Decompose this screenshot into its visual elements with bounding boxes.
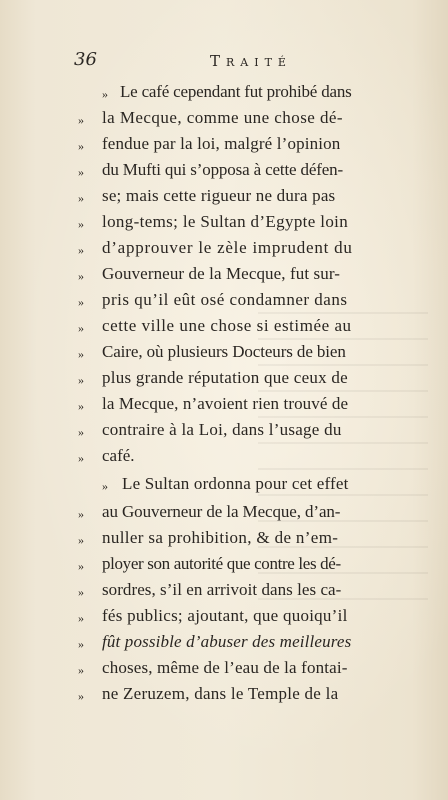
quotation-mark: » <box>78 191 84 205</box>
quotation-mark: » <box>78 347 84 361</box>
text-line: choses, même de l’eau de la fontai- <box>102 658 348 677</box>
quotation-mark: » <box>78 559 84 573</box>
text-line: Caire, où plusieurs Docteurs de bien <box>102 342 346 361</box>
quotation-mark: » <box>78 295 84 309</box>
quotation-mark: » <box>78 451 84 465</box>
quotation-mark: » <box>78 243 84 257</box>
quotation-mark: » <box>78 637 84 651</box>
quotation-mark: » <box>78 113 84 127</box>
text-line: pris qu’il eût osé condamner dans <box>102 290 348 309</box>
text-line: café. <box>102 446 135 465</box>
quotation-mark: » <box>102 479 108 493</box>
quotation-mark: » <box>78 689 84 703</box>
text-line: Gouverneur de la Mecque, fut sur- <box>102 264 341 283</box>
text-line: long-tems; le Sultan d’Egypte loin <box>102 212 349 231</box>
running-head: Traité <box>210 52 292 70</box>
text-line: Le Sultan ordonna pour cet effet <box>122 474 349 493</box>
text-line: plus grande réputation que ceux de <box>102 368 348 387</box>
quotation-mark: » <box>78 663 84 677</box>
text-line: au Gouverneur de la Mecque, d’an- <box>102 502 341 521</box>
quotation-mark: » <box>78 507 84 521</box>
text-line: fût possible d’abuser des meilleures <box>102 632 352 651</box>
text-line: sordres, s’il en arrivoit dans les ca- <box>102 580 342 599</box>
quotation-mark: » <box>78 373 84 387</box>
quotation-mark: » <box>78 269 84 283</box>
quotation-mark: » <box>78 533 84 547</box>
text-line: du Mufti qui s’opposa à cette défen- <box>102 160 344 179</box>
text-line: fendue par la loi, malgré l’opinion <box>102 134 341 153</box>
quotation-mark: » <box>78 611 84 625</box>
text-line: se; mais cette rigueur ne dura pas <box>102 186 336 205</box>
text-line: nuller sa prohibition, & de n’em- <box>102 528 339 547</box>
page-number: 36 <box>74 49 97 70</box>
text-line: contraire à la Loi, dans l’usage du <box>102 420 342 439</box>
quotation-mark: » <box>78 139 84 153</box>
quotation-mark: » <box>78 585 84 599</box>
quotation-mark: » <box>78 399 84 413</box>
text-line: cette ville une chose si estimée au <box>102 316 352 335</box>
text-line: Le café cependant fut prohibé dans <box>120 82 352 101</box>
quotation-mark: » <box>78 425 84 439</box>
text-line: fés publics; ajoutant, que quoiqu’il <box>102 606 348 625</box>
quotation-mark: » <box>78 321 84 335</box>
quotation-mark: » <box>102 87 108 101</box>
text-line: ployer son autorité que contre les dé- <box>102 554 341 573</box>
text-line: la Mecque, n’avoient rien trouvé de <box>102 394 349 413</box>
text-line: ne Zeruzem, dans le Temple de la <box>102 684 339 703</box>
text-line: d’approuver le zèle imprudent du <box>102 238 353 257</box>
quotation-mark: » <box>78 217 84 231</box>
text-line: la Mecque, comme une chose dé- <box>102 108 344 127</box>
quotation-mark: » <box>78 165 84 179</box>
